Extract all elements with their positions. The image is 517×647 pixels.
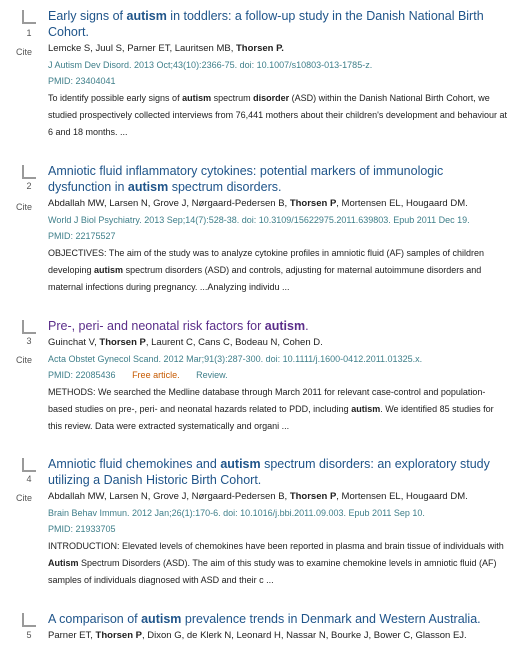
result-pmid-line bbox=[48, 73, 507, 90]
result-citation: Brain Behav Immun. 2012 Jan;26(1):170-6. doi: 10.1016/j.bbi.2011.09.003. Epub 2011 Sep 10. bbox=[48, 508, 425, 518]
result-snippet: METHODS: We searched the Medline database through March 2011 for relevant case-control and population-based studies on pre-, peri- and neonatal hazards related to PDD, including autism. We identified 85 studies for this review. Data were extracted systematically and organi ... bbox=[48, 387, 494, 431]
result-pmid-line bbox=[48, 228, 507, 245]
result-title-link[interactable]: Early signs of autism in toddlers: a follow-up study in the Danish National Birth Cohort. bbox=[48, 9, 484, 39]
select-checkbox[interactable] bbox=[22, 165, 36, 179]
result-authors: Parner ET, Thorsen P, Dixon G, de Klerk N, Leonard H, Nassar N, Bourke J, Bower C, Glasson EJ. bbox=[48, 630, 467, 641]
result-number: 1 bbox=[26, 28, 32, 38]
result-snippet: To identify possible early signs of autism spectrum disorder (ASD) within the Danish National Birth Cohort, we studied prospectively collected interviews from 76,441 mothers about their children's development and behaviour at 6 and 18 months. ... bbox=[48, 93, 507, 137]
result-title-link[interactable]: Pre-, peri- and neonatal risk factors for autism. bbox=[48, 319, 309, 333]
result-pmid-line bbox=[48, 367, 507, 384]
cite-button[interactable]: Cite bbox=[16, 355, 33, 365]
result-citation: World J Biol Psychiatry. 2013 Sep;14(7):528-38. doi: 10.3109/15622975.2011.639803. Epub 2011 Dec 19. bbox=[48, 215, 470, 225]
result-body bbox=[48, 611, 507, 644]
article-type-badge: Review. bbox=[196, 370, 228, 380]
result-citation: J Autism Dev Disord. 2013 Oct;43(10):2366-75. doi: 10.1007/s10803-013-1785-z. bbox=[48, 60, 373, 70]
result-body bbox=[48, 163, 507, 296]
result-authors: Guinchat V, Thorsen P, Laurent C, Cans C, Bodeau N, Cohen D. bbox=[48, 337, 323, 348]
result-body bbox=[48, 456, 507, 589]
result-title-link[interactable]: A comparison of autism prevalence trends in Denmark and Western Australia. bbox=[48, 612, 481, 626]
free-article-link[interactable]: Free article. bbox=[132, 370, 180, 380]
result-number: 4 bbox=[26, 474, 32, 484]
cite-button[interactable]: Cite bbox=[16, 202, 33, 212]
result-authors: Lemcke S, Juul S, Parner ET, Lauritsen MB, Thorsen P. bbox=[48, 43, 284, 54]
cite-button[interactable]: Cite bbox=[16, 493, 33, 503]
select-checkbox[interactable] bbox=[22, 458, 36, 472]
result-body bbox=[48, 8, 507, 141]
pmid: PMID: 22175527 bbox=[48, 231, 116, 241]
select-checkbox[interactable] bbox=[22, 320, 36, 334]
result-body bbox=[48, 318, 507, 435]
select-checkbox[interactable] bbox=[22, 613, 36, 627]
result-citation: Acta Obstet Gynecol Scand. 2012 Mar;91(3):287-300. doi: 10.1111/j.1600-0412.2011.01325.x. bbox=[48, 354, 423, 364]
result-title-link[interactable]: Amniotic fluid inflammatory cytokines: potential markers of immunologic dysfunction in autism spectrum disorders. bbox=[48, 164, 444, 194]
result-authors: Abdallah MW, Larsen N, Grove J, Nørgaard-Pedersen B, Thorsen P, Mortensen EL, Hougaard DM. bbox=[48, 198, 468, 209]
select-checkbox[interactable] bbox=[22, 10, 36, 24]
cite-button[interactable]: Cite bbox=[16, 47, 33, 57]
result-authors: Abdallah MW, Larsen N, Grove J, Nørgaard-Pedersen B, Thorsen P, Mortensen EL, Hougaard DM. bbox=[48, 491, 468, 502]
result-number: 3 bbox=[26, 336, 32, 346]
pmid: PMID: 21933705 bbox=[48, 524, 116, 534]
pmid: PMID: 22085436 bbox=[48, 370, 116, 380]
result-pmid-line bbox=[48, 521, 507, 538]
result-snippet: INTRODUCTION: Elevated levels of chemokines have been reported in plasma and brain tissue of individuals with Autism Spectrum Disorders (ASD). The aim of this study was to examine chemokine levels in amniotic fluid (AF) samples of individuals diagnosed with ASD and their c ... bbox=[48, 541, 504, 585]
pmid: PMID: 23404041 bbox=[48, 76, 116, 86]
result-title-link[interactable]: Amniotic fluid chemokines and autism spectrum disorders: an exploratory study utilizing a Danish Historic Birth Cohort. bbox=[48, 457, 490, 487]
result-snippet: OBJECTIVES: The aim of the study was to analyze cytokine profiles in amniotic fluid (AF) samples of children developing autism spectrum disorders (ASD) and controls, adjusting for maternal autoimmune disorders and maternal infections during pregnancy. ...Analyzing individu ... bbox=[48, 248, 485, 292]
result-number: 5 bbox=[26, 630, 32, 640]
result-number: 2 bbox=[26, 181, 32, 191]
